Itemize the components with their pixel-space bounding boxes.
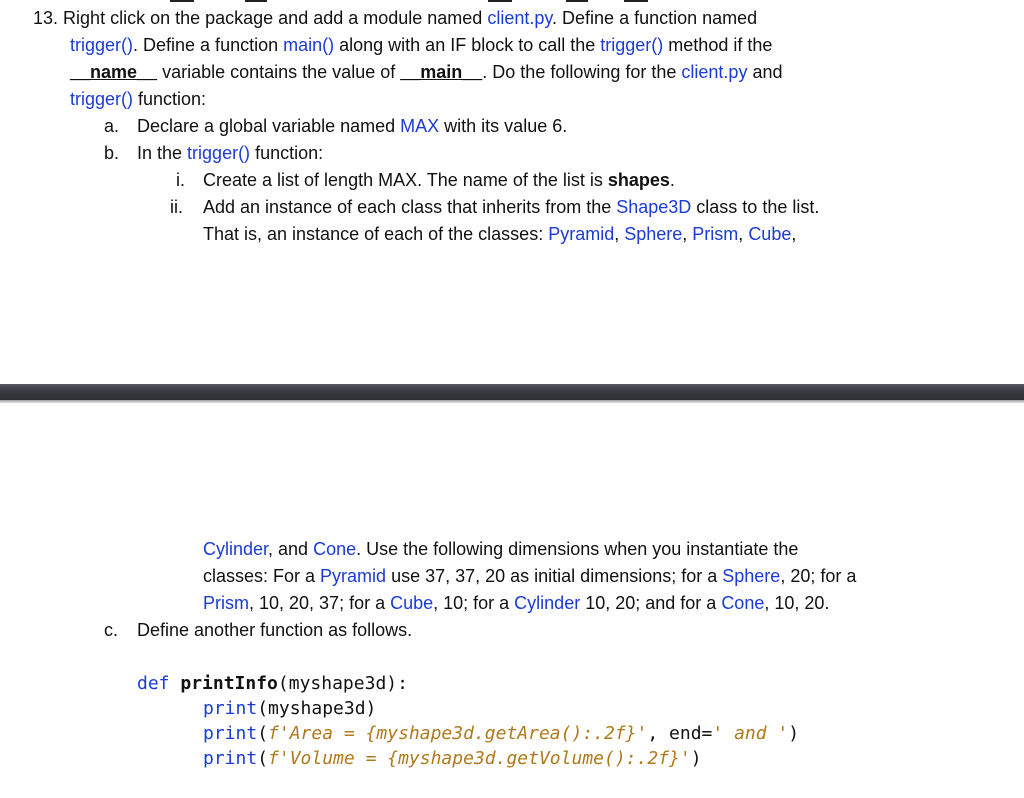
item-a-marker: a. [104,116,120,136]
q13-line3: __name__ variable contains the value of __main__. Do the following for the client.py and [70,62,783,82]
page-divider-shadow [0,400,1024,403]
client-py-ref: client.py [487,8,553,28]
code-print-line2: print(f'Area = {myshape3d.getArea():.2f}', end=' and ') [203,723,800,744]
item-a: a. Declare a global variable named MAX with its value 6. [104,116,568,136]
cont-line3: Prism, 10, 20, 37; for a Cube, 10; for a Cylinder 10, 20; and for a Cone, 10, 20. [203,593,830,613]
item-ii-marker: ii. [170,197,183,217]
cont-line1: Cylinder, and Cone. Use the following dimensions when you instantiate the [203,539,799,559]
item-ii-line2: That is, an instance of each of the classes: Pyramid, Sphere, Prism, Cube, [203,224,797,244]
code-print-line3: print(f'Volume = {myshape3d.getVolume():.2f}') [203,748,702,769]
item-c-marker: c. [104,620,119,640]
item-c: c. Define another function as follows. [104,620,413,640]
top-edge-marks [0,0,1024,3]
item-ii: ii. Add an instance of each class that inherits from the Shape3D class to the list. [170,197,820,217]
page-divider [0,384,1024,400]
function-name: printInfo [180,673,278,694]
item-b: b. In the trigger() function: [104,143,324,163]
q13-line4: trigger() function: [70,89,207,109]
q13-line2: trigger(). Define a function main() along with an IF block to call the trigger() method if the [70,35,773,55]
code-print-line1: print(myshape3d) [203,698,377,719]
item-i: i. Create a list of length MAX. The name of the list is shapes. [176,170,675,190]
item-i-marker: i. [176,170,185,190]
item-b-marker: b. [104,143,120,163]
question-number: 13. [33,8,59,28]
code-def-line: def printInfo(myshape3d): [137,673,408,694]
cont-line2: classes: For a Pyramid use 37, 37, 20 as initial dimensions; for a Sphere, 20; for a [203,566,857,586]
q13-line1: 13. Right click on the package and add a module named client.py. Define a function named [33,8,758,28]
